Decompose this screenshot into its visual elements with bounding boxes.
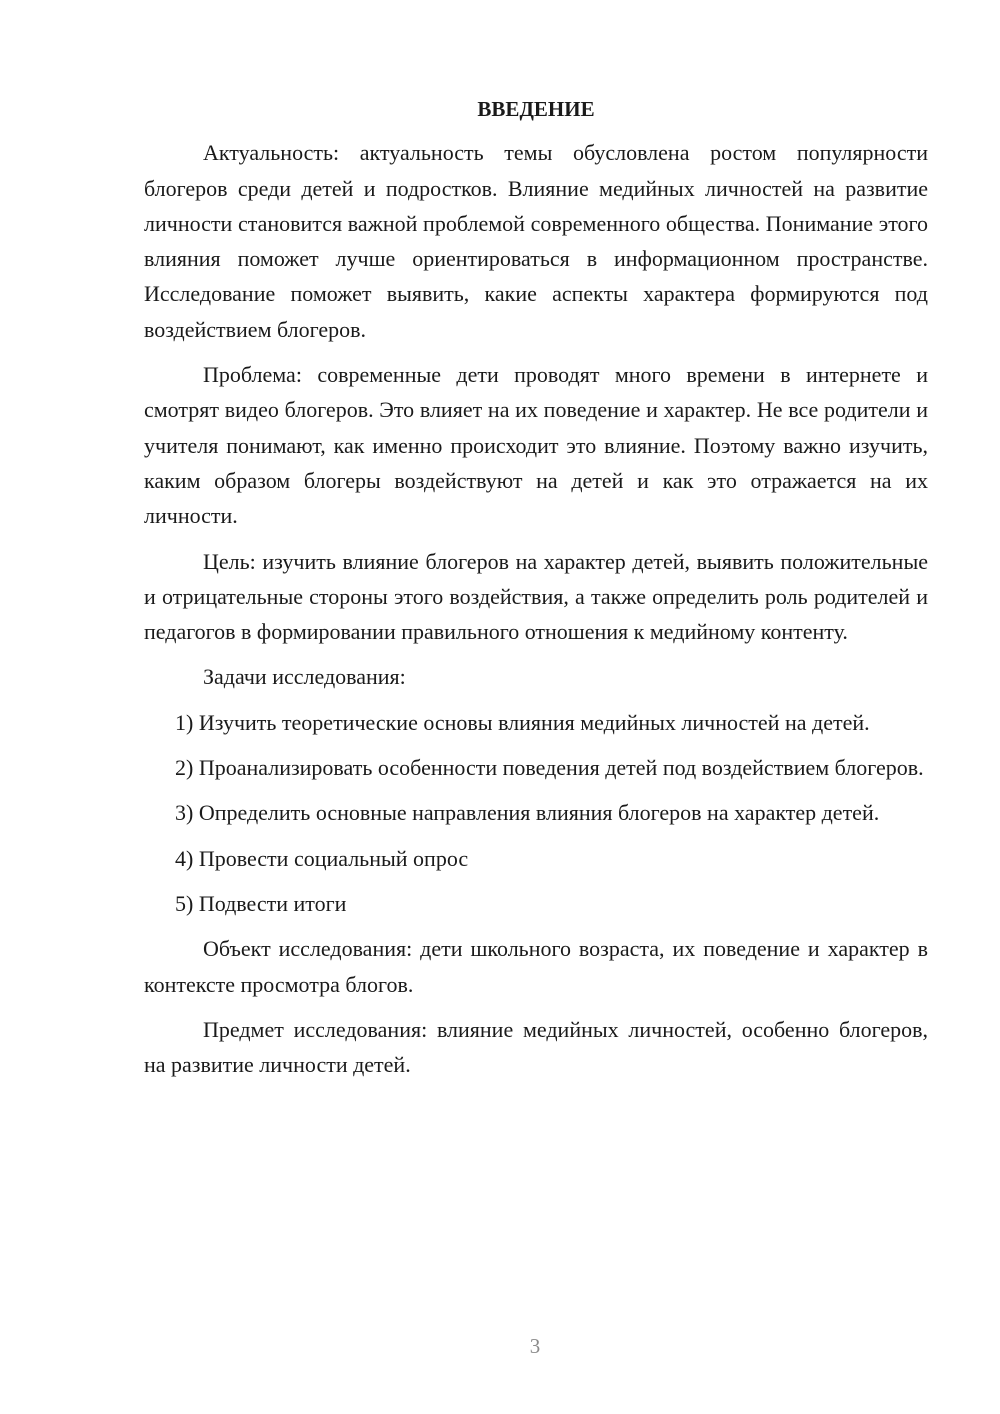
page-body [144,92,928,1092]
task-item: 5) Подвести итоги [175,890,347,916]
paragraph-problem: Проблема: современные дети проводят много времени в интернете и смотрят видео блогеров. Это влияет на их поведение и характер. Не все родители и учителя понимают, как именно происходит это влияние. Поэтому важно изучить, каким образом блогеры воздействуют на детей и как это отражается на их личности. [144,362,928,529]
task-list [144,705,928,921]
paragraph-goal: Цель: изучить влияние блогеров на характер детей, выявить положительные и отрицательные стороны этого воздействия, а также определить роль родителей и педагогов в формировании правильного отношения к медийному контенту. [144,548,928,645]
paragraph-object: Объект исследования: дети школьного возраста, их поведение и характер в контексте просмотра блогов. [144,936,928,997]
page-number: 3 [529,1334,541,1358]
paragraph-subject: Предмет исследования: влияние медийных личностей, особенно блогеров, на развитие личности детей. [144,1016,928,1078]
section-heading: ВВЕДЕНИЕ [477,97,595,121]
task-item: 1) Изучить теоретические основы влияния медийных личностей на детей. [175,709,870,735]
paragraph-relevance: Актуальность: актуальность темы обусловлена ростом популярности блогеров среди детей и подростков. Влияние медийных личностей на развитие личности становится важной проблемой современного общества. Понимание этого влияния поможет лучше ориентироваться в информационном пространстве. Исследование поможет выявить, какие аспекты характера формируются под воздействием блогеров. [144,140,928,342]
task-item: 2) Проанализировать особенности поведения детей под воздействием блогеров. [175,755,924,781]
task-item: 3) Определить основные направления влияния блогеров на характер детей. [175,800,880,826]
task-item: 4) Провести социальный опрос [175,845,469,871]
tasks-title: Задачи исследования: [203,664,406,690]
